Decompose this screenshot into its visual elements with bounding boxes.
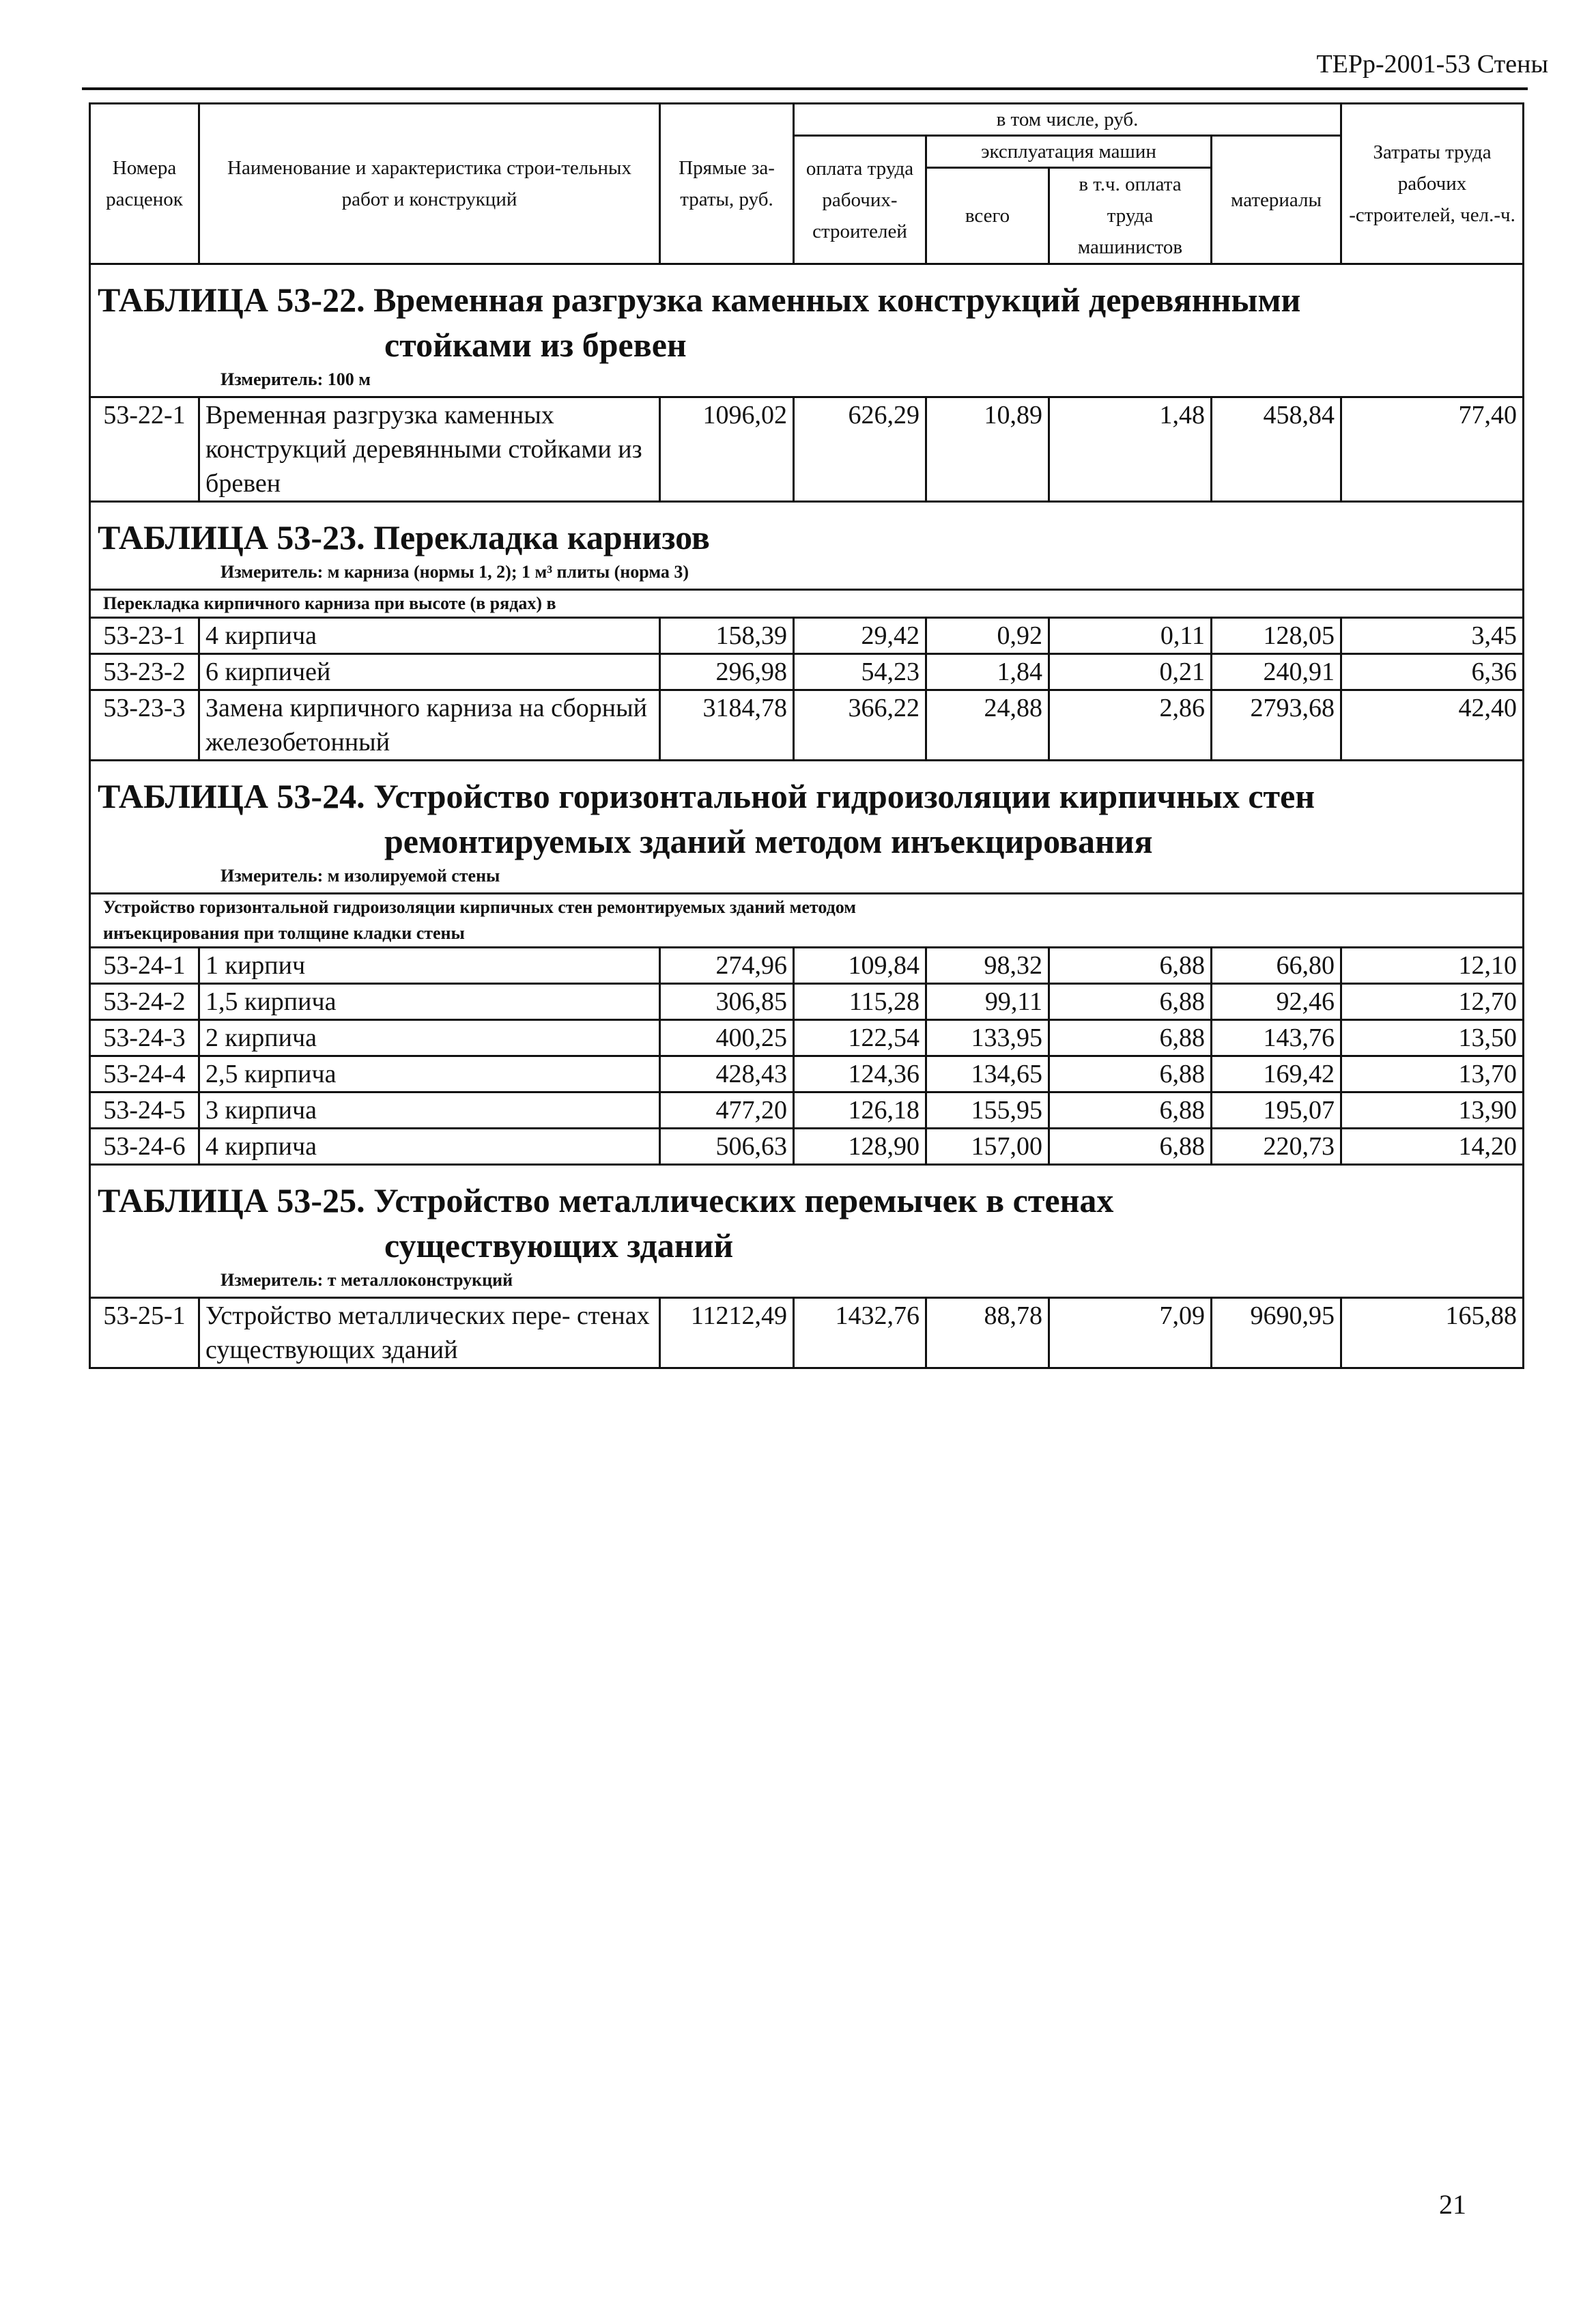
table-title-line: ремонтируемых зданий методом инъекцирования [384,822,1153,860]
table-title-line: ТАБЛИЦА 53-25. Устройство металлических перемычек в стенах [98,1181,1114,1219]
section-title-cell [90,761,1524,894]
cell-code: 53-24-2 [90,984,199,1020]
table-row [90,1129,1524,1165]
cell-name: Замена кирпичного карниза на сборный железобетонный [199,690,660,761]
table-row [90,690,1524,761]
section-title-row [90,264,1524,397]
cell-direct-cost: 11212,49 [660,1298,794,1368]
cell-code: 53-23-2 [90,654,199,690]
cell-name: 4 кирпича [199,1129,660,1165]
table-title-line: ТАБЛИЦА 53-23. Перекладка карнизов [98,518,710,556]
cell-name: 4 кирпича [199,618,660,654]
cell-labor: 13,90 [1341,1092,1524,1129]
cell-machinists-wages: 0,11 [1049,618,1212,654]
cell-direct-cost: 506,63 [660,1129,794,1165]
cell-wages: 29,42 [794,618,926,654]
table-title [98,515,1515,560]
table-row [90,984,1524,1020]
cell-code: 53-24-4 [90,1056,199,1092]
cell-labor: 13,70 [1341,1056,1524,1092]
cell-machines-total: 88,78 [926,1298,1049,1368]
cell-machinists-wages: 0,21 [1049,654,1212,690]
cell-materials: 66,80 [1212,948,1341,984]
cell-wages: 1432,76 [794,1298,926,1368]
cell-wages: 126,18 [794,1092,926,1129]
table-row [90,1298,1524,1368]
table-title-line: существующих зданий [384,1226,734,1265]
table-row [90,654,1524,690]
section-title-cell [90,502,1524,590]
cell-direct-cost: 428,43 [660,1056,794,1092]
section-title-row [90,502,1524,590]
cell-machines-total: 24,88 [926,690,1049,761]
cell-direct-cost: 158,39 [660,618,794,654]
table-row [90,618,1524,654]
cell-wages: 128,90 [794,1129,926,1165]
cell-direct-cost: 306,85 [660,984,794,1020]
table-row [90,1020,1524,1056]
cell-name: 3 кирпича [199,1092,660,1129]
cell-machinists-wages: 6,88 [1049,1129,1212,1165]
cell-wages: 626,29 [794,397,926,502]
cell-labor: 13,50 [1341,1020,1524,1056]
cell-name: 2 кирпича [199,1020,660,1056]
table-row [90,1092,1524,1129]
cell-wages: 122,54 [794,1020,926,1056]
section-title-row [90,761,1524,894]
cell-machines-total: 155,95 [926,1092,1049,1129]
col-header-direct: Прямые за-траты, руб. [660,104,794,264]
cell-wages: 115,28 [794,984,926,1020]
cell-machines-total: 134,65 [926,1056,1049,1092]
cell-materials: 220,73 [1212,1129,1341,1165]
cell-machines-total: 98,32 [926,948,1049,984]
cell-wages: 366,22 [794,690,926,761]
cell-machines-total: 10,89 [926,397,1049,502]
cell-materials: 195,07 [1212,1092,1341,1129]
group-label-cell [90,894,1524,948]
cell-wages: 109,84 [794,948,926,984]
unit-label: Измеритель: м изолируемой стены [220,866,500,886]
cell-machines-total: 0,92 [926,618,1049,654]
cell-machinists-wages: 6,88 [1049,1020,1212,1056]
cell-code: 53-24-5 [90,1092,199,1129]
cell-materials: 143,76 [1212,1020,1341,1056]
cell-machines-total: 99,11 [926,984,1049,1020]
cell-materials: 240,91 [1212,654,1341,690]
cell-materials: 2793,68 [1212,690,1341,761]
col-header-labor: Затраты труда рабочих -строителей, чел.-ч. [1341,104,1524,264]
cell-materials: 458,84 [1212,397,1341,502]
table-title [98,277,1515,367]
cell-name: 1,5 кирпича [199,984,660,1020]
page-number: 21 [1439,2189,1466,2220]
table-row [90,948,1524,984]
cell-direct-cost: 296,98 [660,654,794,690]
section-title-cell [90,264,1524,397]
col-header-materials: материалы [1212,136,1341,264]
cell-direct-cost: 3184,78 [660,690,794,761]
col-header-machines: эксплуатация машин [926,136,1212,168]
cell-machines-total: 133,95 [926,1020,1049,1056]
table-title-line: стойками из бревен [384,326,687,364]
cell-name: 1 кирпич [199,948,660,984]
group-label: Устройство горизонтальной гидроизоляции кирпичных стен ремонтируемых зданий методом [103,897,856,917]
table-title-line: ТАБЛИЦА 53-24. Устройство горизонтальной гидроизоляции кирпичных стен [98,777,1315,815]
group-label: инъекцирования при толщине кладки стены [103,923,465,943]
group-label-cell [90,590,1524,618]
table-title-line: ТАБЛИЦА 53-22. Временная разгрузка каменных конструкций деревянными [98,281,1301,319]
col-header-code: Номера расценок [90,104,199,264]
col-header-name: Наименование и характеристика строи-тельных работ и конструкций [199,104,660,264]
cell-code: 53-22-1 [90,397,199,502]
price-table [89,102,1524,1369]
cell-code: 53-23-3 [90,690,199,761]
cell-machinists-wages: 2,86 [1049,690,1212,761]
cell-labor: 165,88 [1341,1298,1524,1368]
col-header-including: в том числе, руб. [794,104,1341,136]
header-row-1 [90,104,1524,136]
cell-labor: 14,20 [1341,1129,1524,1165]
section-title-row [90,1165,1524,1298]
cell-materials: 128,05 [1212,618,1341,654]
cell-labor: 6,36 [1341,654,1524,690]
cell-code: 53-23-1 [90,618,199,654]
cell-materials: 169,42 [1212,1056,1341,1092]
cell-machinists-wages: 7,09 [1049,1298,1212,1368]
group-row [90,894,1524,948]
col-header-wages: оплата труда рабочих-строителей [794,136,926,264]
col-header-machines-total: всего [926,168,1049,264]
header-rule [82,87,1528,90]
cell-direct-cost: 477,20 [660,1092,794,1129]
cell-name: Временная разгрузка каменных конструкций деревянными стойками из бревен [199,397,660,502]
cell-materials: 92,46 [1212,984,1341,1020]
cell-code: 53-25-1 [90,1298,199,1368]
cell-name: 6 кирпичей [199,654,660,690]
cell-machinists-wages: 6,88 [1049,984,1212,1020]
cell-direct-cost: 400,25 [660,1020,794,1056]
cell-code: 53-24-1 [90,948,199,984]
table-title [98,774,1515,864]
table-title [98,1178,1515,1268]
unit-label: Измеритель: 100 м [220,369,371,389]
running-header: ТЕРр-2001-53 Стены [1316,50,1548,79]
col-header-machinists: в т.ч. оплата труда машинистов [1049,168,1212,264]
table-row [90,397,1524,502]
cell-code: 53-24-6 [90,1129,199,1165]
cell-labor: 3,45 [1341,618,1524,654]
cell-machines-total: 1,84 [926,654,1049,690]
cell-labor: 42,40 [1341,690,1524,761]
cell-direct-cost: 274,96 [660,948,794,984]
cell-labor: 77,40 [1341,397,1524,502]
cell-name: Устройство металлических пере- стенах существующих зданий [199,1298,660,1368]
group-label: Перекладка кирпичного карниза при высоте (в рядах) в [103,593,556,613]
cell-labor: 12,10 [1341,948,1524,984]
cell-machinists-wages: 6,88 [1049,948,1212,984]
cell-materials: 9690,95 [1212,1298,1341,1368]
cell-wages: 54,23 [794,654,926,690]
table-row [90,1056,1524,1092]
cell-wages: 124,36 [794,1056,926,1092]
group-row [90,590,1524,618]
cell-machinists-wages: 1,48 [1049,397,1212,502]
cell-name: 2,5 кирпича [199,1056,660,1092]
cell-code: 53-24-3 [90,1020,199,1056]
section-title-cell [90,1165,1524,1298]
cell-machinists-wages: 6,88 [1049,1056,1212,1092]
cell-machines-total: 157,00 [926,1129,1049,1165]
cell-direct-cost: 1096,02 [660,397,794,502]
cell-labor: 12,70 [1341,984,1524,1020]
cell-machinists-wages: 6,88 [1049,1092,1212,1129]
unit-label: Измеритель: м карниза (нормы 1, 2); 1 м³ плиты (норма 3) [220,562,689,582]
unit-label: Измеритель: т металлоконструкций [220,1270,513,1290]
